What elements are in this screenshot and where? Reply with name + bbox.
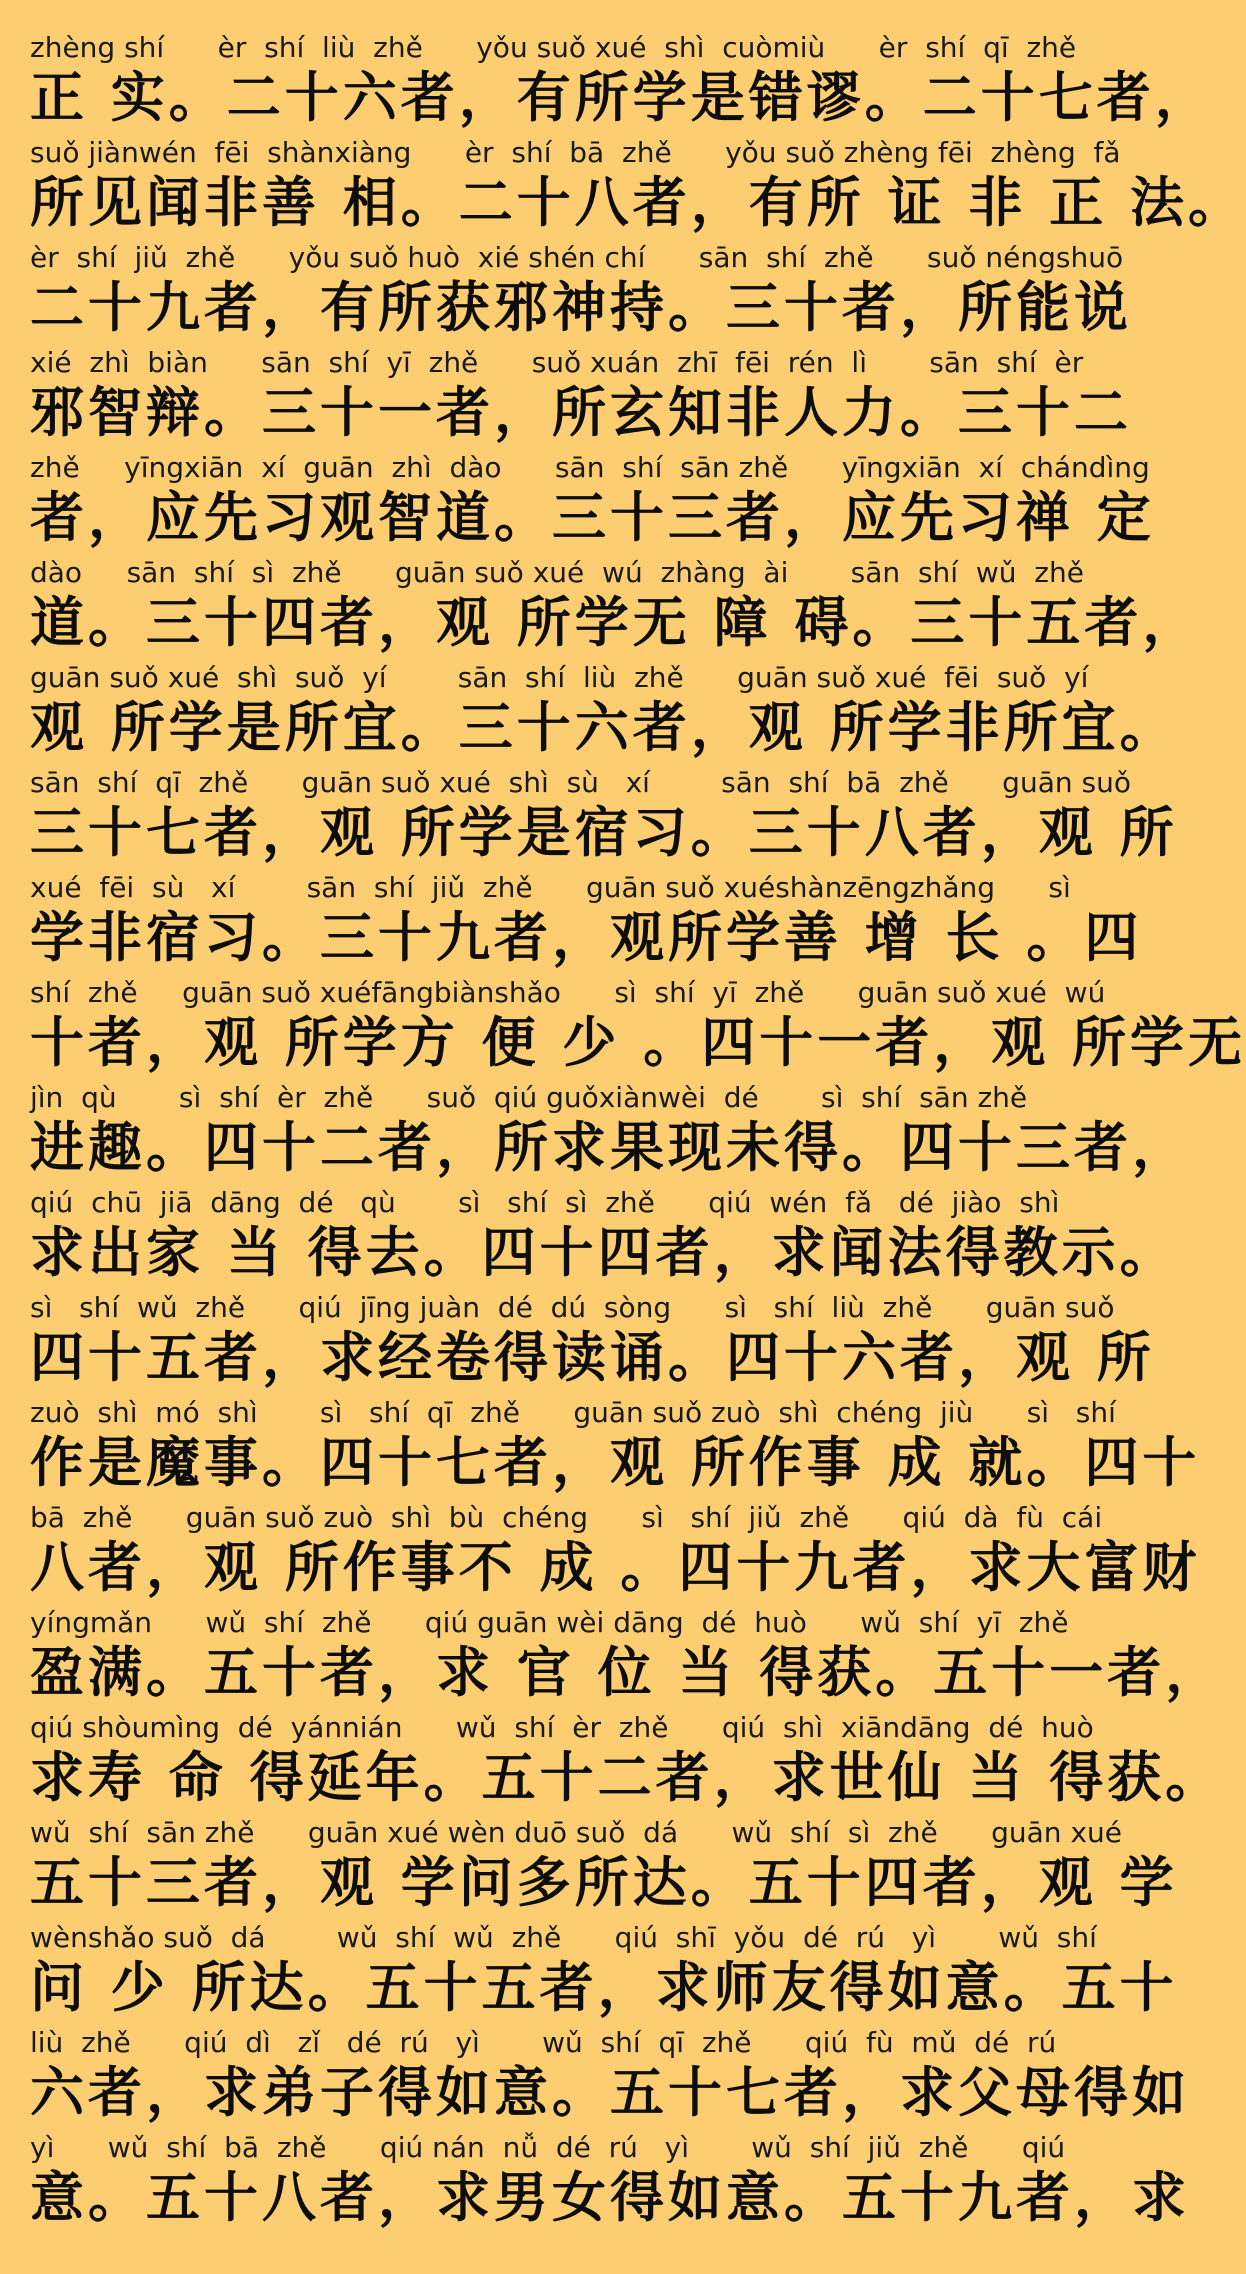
text-line <box>30 975 1246 1080</box>
text-line <box>30 2025 1190 2130</box>
hanzi-line: 二十九者，有所获邪神持。三十者，所能说 <box>30 276 1132 339</box>
hanzi-line: 求出家 当 得去。四十四者，求闻法得教示。 <box>30 1221 1178 1284</box>
pinyin-line: yì wǔ shí bā zhě qiú nán nǚ dé rú yì wǔ shí jiǔ zhě qiú <box>30 2131 1066 2164</box>
text-line <box>30 1185 1178 1290</box>
pinyin-line: dào sān shí sì zhě guān suǒ xué wú zhàng ài sān shí wǔ zhě <box>30 556 1084 589</box>
hanzi-line: 三十七者，观 所学是宿习。三十八者，观 所 <box>30 801 1178 864</box>
hanzi-line: 八者，观 所作事不 成 。四十九者，求大富财 <box>30 1536 1201 1599</box>
hanzi-line: 问 少 所达。五十五者，求师友得如意。五十 <box>30 1956 1178 2019</box>
text-line <box>30 1710 1224 1815</box>
text-line <box>30 135 1246 240</box>
text-line <box>30 345 1132 450</box>
hanzi-line: 进趣。四十二者，所求果现未得。四十三者， <box>30 1116 1190 1179</box>
hanzi-line: 六者，求弟子得如意。五十七者，求父母得如 <box>30 2061 1190 2124</box>
pinyin-line: zhèng shí èr shí liù zhě yǒu suǒ xué shì cuòmiù èr shí qī zhě <box>30 31 1077 64</box>
hanzi-line: 求寿 命 得延年。五十二者，求世仙 当 得获。 <box>30 1746 1224 1809</box>
pinyin-line: liù zhě qiú dì zǐ dé rú yì wǔ shí qī zhě qiú fù mǔ dé rú <box>30 2026 1057 2059</box>
pinyin-line: guān suǒ xué shì suǒ yí sān shí liù zhě guān suǒ xué fēi suǒ yí <box>30 661 1089 694</box>
hanzi-line: 作是魔事。四十七者，观 所作事 成 就。四十 <box>30 1431 1201 1494</box>
pinyin-line: xué fēi sù xí sān shí jiǔ zhě guān suǒ xuéshànzēngzhǎng sì <box>30 871 1071 904</box>
text-line <box>30 1920 1178 2025</box>
text-line <box>30 1605 1224 1710</box>
hanzi-line: 观 所学是所宜。三十六者，观 所学非所宜。 <box>30 696 1178 759</box>
pinyin-line: sì shí wǔ zhě qiú jīng juàn dé dú sòng sì shí liù zhě guān suǒ <box>30 1291 1115 1324</box>
hanzi-line: 道。三十四者，观 所学无 障 碍。三十五者， <box>30 591 1201 654</box>
text-line <box>30 660 1178 765</box>
pinyin-line: xié zhì biàn sān shí yī zhě suǒ xuán zhī fēi rén lì sān shí èr <box>30 346 1084 379</box>
text-line <box>30 1290 1155 1395</box>
pinyin-line: qiú chū jiā dāng dé qù sì shí sì zhě qiú wén fǎ dé jiào shì <box>30 1186 1060 1219</box>
hanzi-line: 学非宿习。三十九者，观所学善 增 长 。四 <box>30 906 1143 969</box>
hanzi-line: 意。五十八者，求男女得如意。五十九者，求 <box>30 2166 1190 2229</box>
pinyin-line: èr shí jiǔ zhě yǒu suǒ huò xié shén chí sān shí zhě suǒ néngshuō <box>30 241 1124 274</box>
text-line <box>30 1500 1201 1605</box>
pinyin-line: zuò shì mó shì sì shí qī zhě guān suǒ zuò shì chéng jiù sì shí <box>30 1396 1116 1429</box>
text-line <box>30 1080 1190 1185</box>
pinyin-line: yíngmǎn wǔ shí zhě qiú guān wèi dāng dé huò wǔ shí yī zhě <box>30 1606 1069 1639</box>
hanzi-line: 者，应先习观智道。三十三者，应先习禅 定 <box>30 486 1155 549</box>
pinyin-line: suǒ jiànwén fēi shànxiàng èr shí bā zhě yǒu suǒ zhèng fēi zhèng fǎ <box>30 136 1121 169</box>
text-line <box>30 2130 1190 2235</box>
pinyin-line: shí zhě guān suǒ xuéfāngbiànshǎo sì shí yī zhě guān suǒ xué wú <box>30 976 1106 1009</box>
text-line <box>30 1815 1178 1920</box>
hanzi-line: 邪智辩。三十一者，所玄知非人力。三十二 <box>30 381 1132 444</box>
text-line <box>30 765 1178 870</box>
text-line <box>30 240 1132 345</box>
text-line <box>30 870 1143 975</box>
pinyin-line: jìn qù sì shí èr zhě suǒ qiú guǒxiànwèi dé sì shí sān zhě <box>30 1081 1028 1114</box>
pinyin-line: zhě yīngxiān xí guān zhì dào sān shí sān zhě yīngxiān xí chándìng <box>30 451 1150 484</box>
text-line <box>30 555 1201 660</box>
hanzi-line: 十者，观 所学方 便 少 。四十一者，观 所学无 <box>30 1011 1246 1074</box>
pinyin-line: qiú shòumìng dé yánnián wǔ shí èr zhě qiú shì xiāndāng dé huò <box>30 1711 1094 1744</box>
pinyin-line: bā zhě guān suǒ zuò shì bù chéng sì shí jiǔ zhě qiú dà fù cái <box>30 1501 1103 1534</box>
pinyin-line: wènshǎo suǒ dá wǔ shí wǔ zhě qiú shī yǒu dé rú yì wǔ shí <box>30 1921 1097 1954</box>
hanzi-line: 盈满。五十者，求 官 位 当 得获。五十一者， <box>30 1641 1224 1704</box>
text-line <box>30 30 1213 135</box>
text-line <box>30 1395 1201 1500</box>
hanzi-line: 五十三者，观 学问多所达。五十四者，观 学 <box>30 1851 1178 1914</box>
pinyin-line: wǔ shí sān zhě guān xué wèn duō suǒ dá wǔ shí sì zhě guān xué <box>30 1816 1122 1849</box>
hanzi-line: 所见闻非善 相。二十八者，有所 证 非 正 法。 <box>30 171 1246 234</box>
hanzi-line: 正 实。二十六者，有所学是错谬。二十七者， <box>30 66 1213 129</box>
hanzi-line: 四十五者，求经卷得读诵。四十六者，观 所 <box>30 1326 1155 1389</box>
text-line <box>30 450 1155 555</box>
pinyin-line: sān shí qī zhě guān suǒ xué shì sù xí sān shí bā zhě guān suǒ <box>30 766 1131 799</box>
